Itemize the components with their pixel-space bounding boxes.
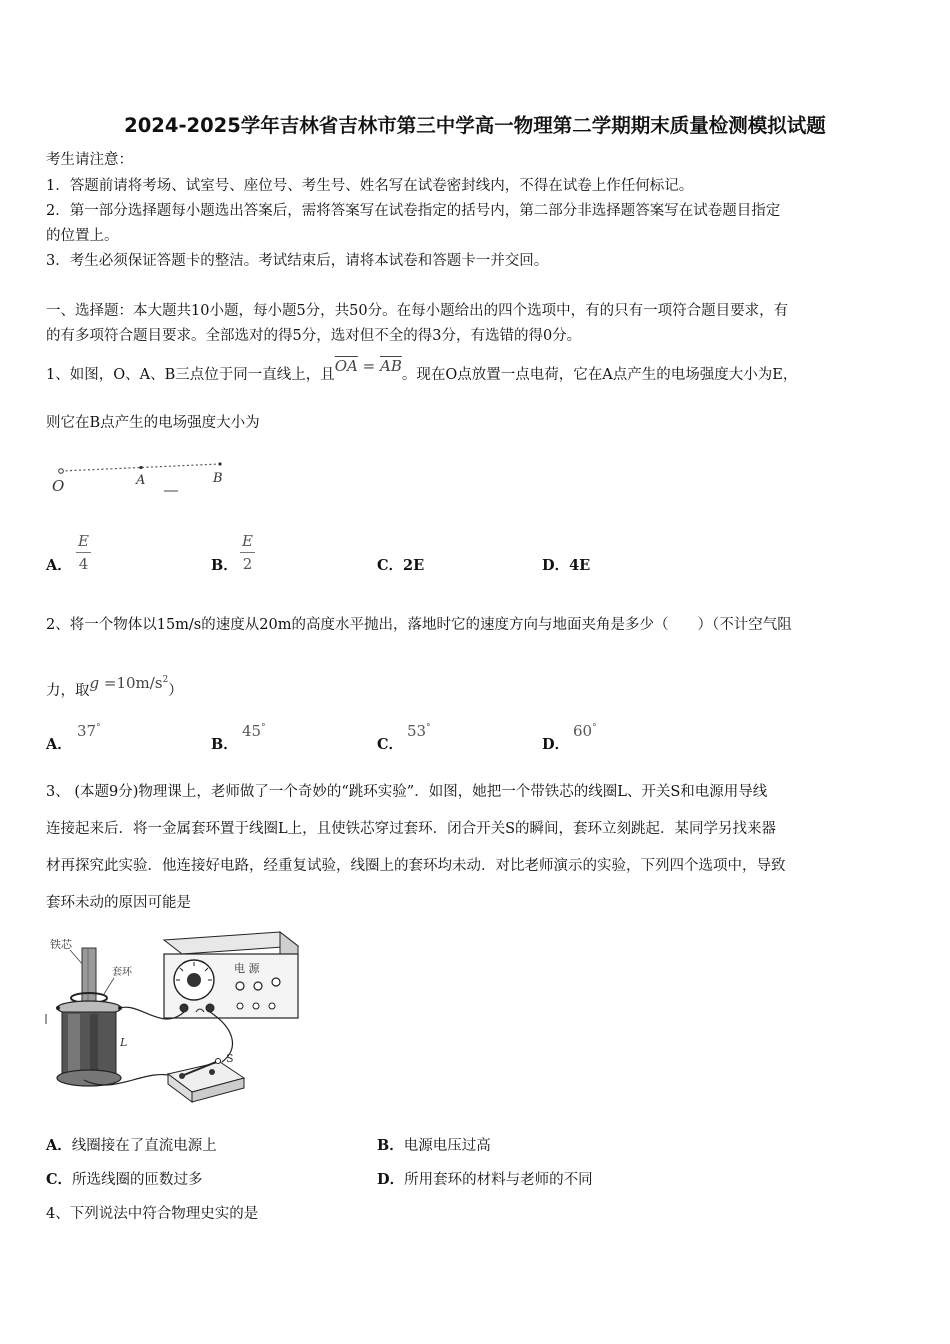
notice-item-2-cont: 的位置上。 — [46, 228, 119, 244]
q2-option-b-unit: ° — [261, 723, 266, 733]
q1-stem-line-2: 则它在B点产生的电场强度大小为 — [46, 415, 260, 431]
q3-option-c — [46, 1170, 203, 1190]
q2-option-d-num: 60 — [573, 722, 593, 740]
q3-option-d-text: 所用套环的材料与老师的不同 — [404, 1172, 593, 1188]
q3-option-b-label: B． — [377, 1137, 404, 1154]
q1-label-o: O — [52, 477, 65, 495]
q1-option-c-label: C． — [377, 557, 404, 574]
q1-option-b-num: E — [240, 532, 255, 553]
q1-formula-ab: $\overline{AB}$ — [380, 357, 402, 375]
q3-label-power: 电 源 — [234, 962, 260, 975]
q2-option-a-value — [77, 722, 101, 740]
q3-power-knob-3 — [272, 978, 280, 986]
q3-switch-handle — [216, 1059, 221, 1064]
q3-label-ring: 套环 — [112, 967, 132, 978]
q3-power-knob-1 — [236, 982, 244, 990]
q3-coil-base — [57, 1070, 121, 1086]
q3-stem-line-1: 3、 (本题9分)物理课上，老师做了一个奇妙的“跳环实验”．如图，她把一个带铁芯的线圈L、开关S和电源用导线 — [46, 784, 768, 800]
q2-option-a-unit: ° — [96, 723, 101, 733]
q2-option-b-value — [242, 722, 266, 740]
q1-option-d-label: D． — [542, 557, 570, 574]
q2-option-c-unit: ° — [426, 723, 431, 733]
section-instructions-line-1: 一、选择题：本大题共10小题，每小题5分，共50分。在每小题给出的四个选项中，有的只有一项符合题目要求，有 — [46, 303, 789, 319]
q2-text-a: 力，取 — [46, 683, 90, 699]
q3-option-b — [377, 1136, 491, 1156]
q1-option-a-label: A． — [46, 557, 72, 574]
q3-option-a-text: 线圈接在了直流电源上 — [71, 1138, 217, 1154]
section-instructions-line-2: 的有多项符合题目要求。全部选对的得5分，选对但不全的得3分，有选错的得0分。 — [46, 328, 582, 344]
q1-option-a-den: 4 — [78, 555, 89, 573]
q3-stem-line-4: 套环未动的原因可能是 — [46, 895, 191, 911]
q3-power-terminal-5 — [269, 1003, 275, 1009]
q1-option-b-den: 2 — [242, 555, 253, 573]
q1-figure — [46, 455, 246, 505]
q2-option-d-value — [573, 722, 597, 740]
q3-figure — [44, 928, 314, 1106]
q2-option-a-label: A． — [46, 736, 72, 753]
q1-option-c — [377, 556, 424, 576]
q2-option-b-num: 45 — [242, 722, 262, 740]
q3-power-knob-2 — [254, 982, 262, 990]
q2-g-value: =10m/s — [103, 674, 163, 692]
q1-option-b-label: B． — [211, 557, 238, 574]
q3-coil-shadow — [90, 1014, 98, 1074]
notice-item-2: 2．第一部分选择题每小题选出答案后，需将答案写在试卷指定的括号内，第二部分非选择题答案写在试卷题目指定 — [46, 203, 781, 219]
q3-coil-highlight — [68, 1014, 80, 1074]
q3-label-coil: L — [120, 1036, 128, 1049]
q2-option-d-unit: ° — [592, 723, 597, 733]
q2-option-a-num: 37 — [77, 722, 97, 740]
q3-option-c-label: C． — [46, 1171, 73, 1188]
q3-power-dial-center — [187, 973, 201, 987]
q1-option-b-frac — [240, 532, 255, 573]
q1-option-d — [542, 556, 590, 576]
q4-stem-line-1: 4、下列说法中符合物理史实的是 — [46, 1206, 259, 1222]
q3-option-c-text: 所选线圈的匝数过多 — [72, 1172, 203, 1188]
q3-ring-pointer — [104, 978, 114, 994]
q3-coil-terminal-left — [56, 1006, 60, 1010]
q1-point-b — [218, 462, 221, 465]
notice-heading: 考生请注意： — [46, 152, 133, 168]
q1-formula-eq: = — [362, 357, 376, 375]
q3-label-switch: S — [226, 1052, 234, 1065]
q1-text-a: 1、如图，O、A、B三点位于同一直线上，且 — [46, 367, 335, 383]
q1-formula-oa: $\overline{OA}$ — [334, 357, 358, 375]
q2-option-c-num: 53 — [407, 722, 427, 740]
q1-label-a: A — [136, 473, 146, 488]
notice-item-3: 3．考生必须保证答题卡的整洁。考试结束后，请将本试卷和答题卡一并交回。 — [46, 253, 549, 269]
q3-option-a — [46, 1136, 217, 1156]
q3-label-core: 铁芯 — [50, 938, 72, 951]
q3-option-b-text: 电源电压过高 — [403, 1138, 491, 1154]
q3-power-terminal-3 — [237, 1003, 243, 1009]
q1-option-d-value: 4E — [569, 557, 591, 574]
q2-g-exponent: 2 — [162, 675, 169, 685]
q1-text-b: 。现在O点放置一点电荷，它在A点产生的电场强度大小为E， — [401, 367, 798, 383]
q2-g-formula — [90, 674, 169, 692]
q3-power-terminal-4 — [253, 1003, 259, 1009]
q1-formula — [335, 357, 402, 375]
q2-option-d-label: D． — [542, 736, 570, 753]
q2-option-b-label: B． — [211, 736, 238, 753]
page-title: 2024-2025学年吉林省吉林市第三中学高一物理第二学期期末质量检测模拟试题 — [124, 114, 826, 137]
q1-option-a-frac — [76, 532, 91, 573]
q3-option-d-label: D． — [377, 1171, 405, 1188]
q3-stem-line-3: 材再探究此实验．他连接好电路，经重复试验，线圈上的套环均未动．对比老师演示的实验，下列四个选项中，导致 — [46, 858, 786, 874]
q3-option-d — [377, 1170, 593, 1190]
q2-stem-line-1: 2、将一个物体以15m/s的速度从20m的高度水平抛出，落地时它的速度方向与地面夹角是多少（ ）（不计空气阻 — [46, 617, 792, 633]
q1-option-a-num: E — [76, 532, 91, 553]
q3-option-a-label: A． — [46, 1137, 72, 1154]
q3-power-terminal-left — [180, 1004, 188, 1012]
q2-option-c-value — [407, 722, 431, 740]
q2-g-symbol: g — [89, 674, 100, 692]
q3-switch-post-2 — [209, 1069, 215, 1075]
q2-stem-line-2 — [46, 674, 183, 701]
q2-text-b: ） — [168, 683, 183, 699]
notice-item-1: 1．答题前请将考场、试室号、座位号、考生号、姓名写在试卷密封线内，不得在试卷上作任何标记。 — [46, 178, 694, 194]
q1-stem-line-1 — [46, 357, 798, 385]
q3-power-top — [164, 932, 298, 954]
q3-stem-line-2: 连接起来后．将一金属套环置于线圈L上，且使铁芯穿过套环．闭合开关S的瞬间，套环立刻跳起．某同学另找来器 — [46, 821, 777, 837]
q3-power-terminal-right — [206, 1004, 214, 1012]
q2-option-c-label: C． — [377, 736, 404, 753]
q1-point-a — [139, 466, 142, 469]
q1-option-c-value: 2E — [403, 557, 425, 574]
q1-point-o — [59, 469, 64, 474]
q1-label-b: B — [213, 471, 223, 486]
